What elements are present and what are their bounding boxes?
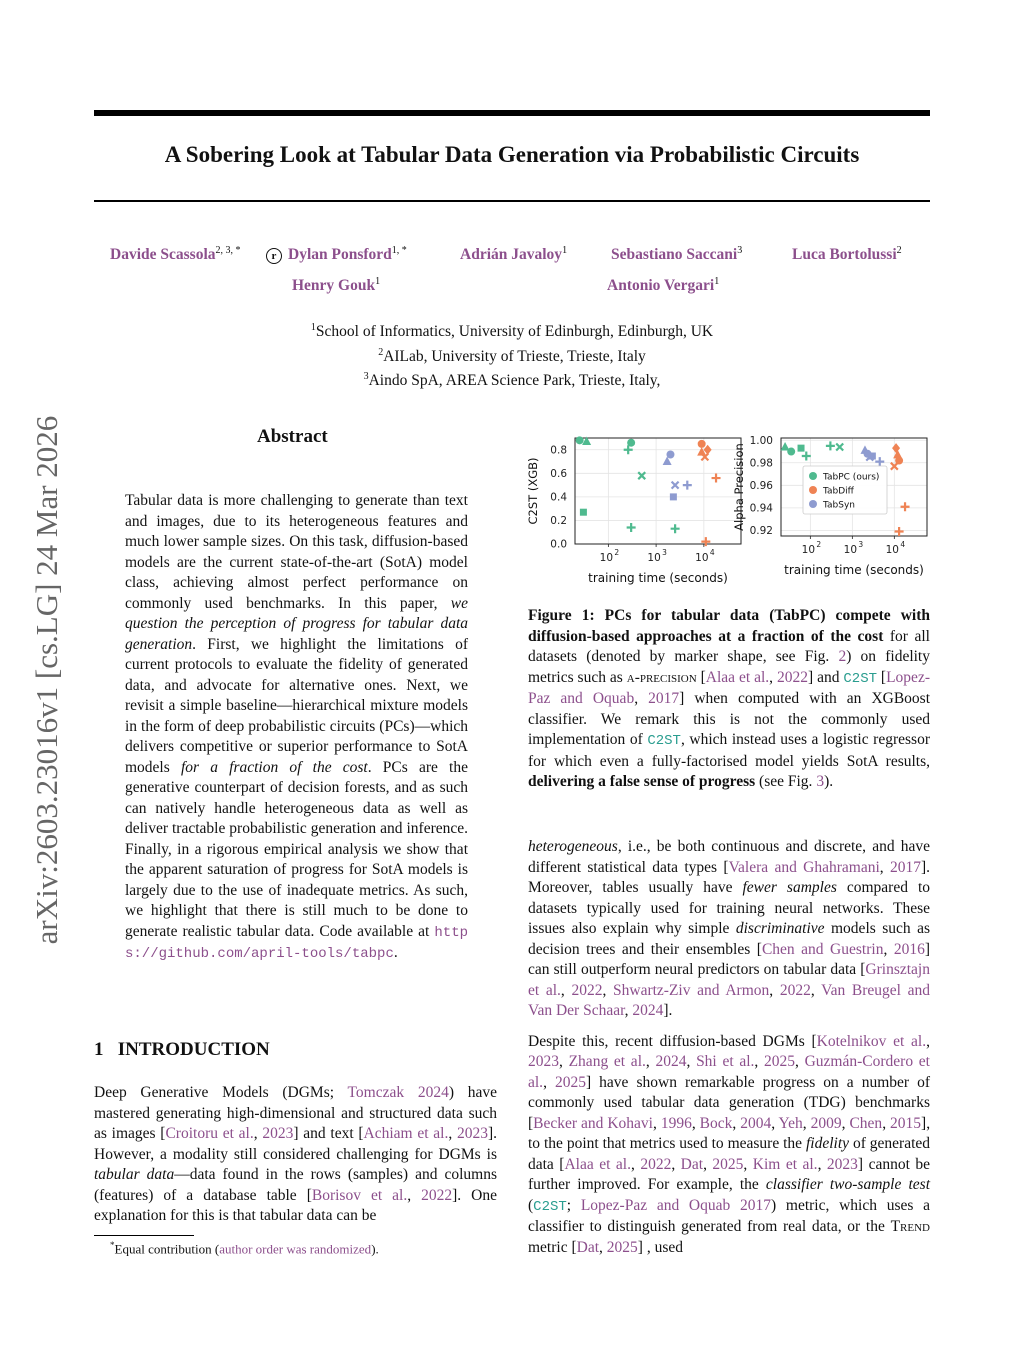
figure-1-caption: Figure 1: PCs for tabular data (TabPC) compete with diffusion-based approaches at a fraction of the cost for all datasets (denoted by marker shape, see Fig. 2) on fidelity metrics such as α-precision [Alaa et al., 2022] and C2ST [Lopez-Paz and Oquab, 2017] when computed with an XGBoost classifier. We remark this is not the commonly used implementation of C2ST, which instead uses a logistic regressor for which even a fully-factorised model yields SotA results, delivering a false sense of progress (see Fig. 3).: [528, 607, 931, 790]
x-tick-exponent: 3: [662, 548, 667, 557]
cite-kotelnikov-year[interactable]: 2023: [528, 1053, 559, 1070]
footnote: *Equal contribution (author order was randomized).: [110, 1240, 379, 1257]
cite-becker-year[interactable]: 1996: [660, 1114, 692, 1132]
data-point-tabpc: [802, 452, 811, 461]
axes-frame: [575, 438, 741, 544]
cite-alaa-2-year[interactable]: 2022: [640, 1155, 672, 1173]
x-tick-label: 10: [599, 552, 614, 564]
data-point-tabsyn: [666, 450, 674, 458]
y-tick-label: 0.96: [749, 479, 773, 492]
x-tick-exponent: 4: [709, 548, 715, 557]
cite-valera-year[interactable]: 2017: [889, 858, 921, 876]
data-point-tabsyn: [683, 481, 692, 490]
cite-yeh[interactable]: Yeh: [778, 1114, 803, 1132]
legend-marker: [809, 500, 817, 508]
cite-dat-year[interactable]: 2025: [712, 1155, 744, 1173]
abstract-heading: Abstract: [257, 426, 328, 447]
x-axis-label: training time (seconds): [588, 571, 728, 585]
cite-shi-year[interactable]: 2025: [764, 1053, 796, 1070]
x-axis-label: training time (seconds): [784, 563, 924, 577]
right-column-body: [528, 837, 930, 1258]
abstract-body: Tabular data is more challenging to generate than text and images, due to its heterogeneous features and much lower sample sizes. On this task, diffusion-based models are the current state-of-the-art (SotA) model class, achieving almost perfect performance on commonly used benchmarks. In this paper, we question the perception of progress for tabular data generation. First, we highlight the limitations of current protocols to evaluate the fidelity of generated data, and advocate for alternative ones. Next, we revisit a simple baseline—hierarchical mixture models in the form of deep probabilistic circuits (PCs)—which delivers competitive or superior performance to SotA models for a fraction of the cost. PCs are the generative counterpart of decision forests, and as such can natively handle heterogeneous data as well as deliver tractable probabilistic generation and inference. Finally, in a rigorous empirical analysis we show that the apparent saturation of progress for SotA models is largely due to the use of inadequate metrics. As such, we highlight that there is still much to be done to generate realistic tabular data. Code available at https://github.com/april-tools/tabpc.: [125, 492, 468, 962]
y-tick-label: 0.94: [749, 502, 773, 515]
random-order-icon: r: [266, 248, 282, 264]
c2st-panel: [526, 436, 741, 585]
y-axis-label: Alpha Precision: [732, 443, 746, 531]
affiliation-1: $^1$School of Informatics, University of Edinburgh, Edinburgh, UK: [310, 322, 714, 341]
cite-grinsztajn[interactable]: Grinsztajn et al.: [528, 961, 930, 999]
x-tick-label: 10: [801, 544, 816, 556]
data-point-tabsyn: [875, 457, 884, 466]
data-point-tabdiff: [895, 527, 904, 536]
cite-grinsztajn-year[interactable]: 2022: [571, 981, 603, 999]
author-2[interactable]: Dylan Ponsford$^{1, *}$: [288, 245, 407, 264]
footnote-link[interactable]: author order was randomized: [219, 1241, 372, 1257]
cite-alaa-year[interactable]: 2022: [776, 668, 808, 686]
data-point-tabpc: [826, 441, 835, 450]
data-point-tabdiff: [892, 443, 900, 453]
cite-croitoru-year[interactable]: 2023: [262, 1125, 294, 1142]
cite-lopez-2[interactable]: Lopez-Paz and Oquab: [580, 1196, 731, 1214]
cite-achiam[interactable]: Achiam et al.: [363, 1125, 449, 1142]
code-link[interactable]: https://github.com/april-tools/tabpc: [125, 924, 468, 962]
ref-fig2[interactable]: 2: [838, 648, 847, 665]
cite-valera[interactable]: Valera and Ghahramani: [728, 858, 880, 876]
figure-1-plots: [525, 428, 945, 588]
legend-label: TabSyn: [823, 500, 855, 511]
data-point-tabpc: [787, 448, 795, 456]
paper-title: A Sobering Look at Tabular Data Generation via Probabilistic Circuits: [164, 142, 860, 167]
data-point-tabdiff: [712, 474, 721, 483]
cite-zhang-year[interactable]: 2024: [655, 1053, 687, 1070]
affiliations: [94, 318, 930, 392]
alpha-precision-panel: [732, 435, 927, 577]
y-tick-label: 0.4: [550, 491, 567, 504]
legend-marker: [809, 472, 817, 480]
cite-shi[interactable]: Shi et al.: [696, 1053, 755, 1070]
cite-lopez[interactable]: Lopez-Paz and Oquab: [528, 668, 930, 707]
cite-zhang[interactable]: Zhang et al.: [568, 1053, 646, 1070]
x-tick-exponent: 4: [900, 540, 906, 549]
y-tick-label: 0.92: [749, 524, 773, 537]
cite-croitoru[interactable]: Croitoru et al.: [165, 1125, 254, 1142]
author-4[interactable]: Sebastiano Saccani$^3$: [611, 245, 743, 264]
y-tick-label: 1.00: [749, 434, 773, 447]
y-tick-label: 0.0: [550, 538, 567, 551]
intro-heading: 1 INTRODUCTION: [94, 1039, 270, 1060]
cite-shwartz[interactable]: Shwartz-Ziv and Armon: [613, 981, 770, 999]
x-tick-label: 10: [843, 544, 858, 556]
cite-lopez-2-year[interactable]: 2017: [740, 1196, 771, 1214]
x-tick-exponent: 2: [816, 540, 822, 549]
data-point-tabpc: [627, 523, 636, 532]
data-point-tabpc: [580, 509, 587, 516]
ref-fig3[interactable]: 3: [816, 773, 825, 790]
cite-dat-2[interactable]: Dat: [576, 1238, 600, 1256]
legend-label: TabPC (ours): [823, 472, 880, 483]
author-6[interactable]: Henry Gouk$^1$: [292, 276, 381, 295]
x-tick-label: 10: [695, 552, 709, 564]
data-point-tabpc: [798, 445, 805, 452]
cite-chen-year[interactable]: 2015: [890, 1114, 922, 1132]
data-point-tabdiff: [901, 502, 910, 511]
author-3[interactable]: Adrián Javaloy$^1$: [460, 245, 568, 264]
y-tick-label: 0.6: [550, 467, 567, 480]
x-tick-exponent: 3: [858, 540, 864, 549]
cite-alaa-2[interactable]: Alaa et al.: [564, 1155, 631, 1173]
x-tick-label: 10: [647, 552, 661, 564]
affiliation-3: $^3$Aindo SpA, AREA Science Park, Trieste, Italy,: [363, 371, 661, 390]
intro-body: Deep Generative Models (DGMs; Tomczak 2024) have mastered generating high-dimensional and structured data such as images [Croitoru et al., 2023] and text [Achiam et al., 2023]. However, a modality still considered challenging for DGMs is tabular data—data found in the rows (samples) and columns (features) of a database table [Borisov et al., 2022]. One explanation for this is that tabular data can be: [94, 1084, 497, 1224]
author-7[interactable]: Antonio Vergari$^1$: [607, 276, 720, 295]
cite-guzman-year[interactable]: 2025: [554, 1073, 586, 1091]
cite-yeh-year[interactable]: 2009: [810, 1114, 842, 1132]
cite-guzman[interactable]: Guzmán-Cordero et al.: [528, 1053, 930, 1091]
cite-chen-guestrin-year[interactable]: 2016: [893, 940, 925, 958]
footnote-rule: [94, 1235, 194, 1236]
cite-alaa[interactable]: Alaa et al.: [705, 668, 770, 686]
cite-becker[interactable]: Becker and Kohavi: [533, 1114, 653, 1132]
cite-dat[interactable]: Dat: [680, 1155, 704, 1173]
y-tick-label: 0.2: [550, 514, 567, 527]
cite-achiam-year[interactable]: 2023: [456, 1125, 488, 1142]
author-5[interactable]: Luca Bortolussi$^2$: [792, 245, 902, 264]
paragraph-2: Despite this, recent diffusion-based DGMs [Kotelnikov et al., 2023, Zhang et al., 2024, Shi et al., 2025, Guzmán-Cordero et al., 2025] have shown remarkable progress on a number of commonly used tabular data generation (TDG) benchmarks [Becker and Kohavi, 1996, Bock, 2004, Yeh, 2009, Chen, 2015], to the point that metrics used to measure the fidelity of generated data [Alaa et al., 2022, Dat, 2025, Kim et al., 2023] cannot be further improved. For example, the classifier two-sample test (C2ST; Lopez-Paz and Oquab 2017) metric, which uses a classifier to distinguish generated from real data, or the Trend metric [Dat, 2025] , used: [528, 1032, 931, 1256]
top-rule: [94, 110, 930, 116]
cite-van-breugel[interactable]: Van Breugel and Van Der Schaar: [528, 981, 930, 1019]
data-point-tabpc: [671, 524, 680, 533]
legend-label: TabDiff: [823, 486, 854, 497]
y-tick-label: 0.98: [749, 457, 773, 470]
author-order-mark: [266, 246, 282, 264]
author-1[interactable]: Davide Scassola$^{2, 3, *}$: [110, 245, 241, 264]
cite-borisov-year[interactable]: 2022: [421, 1186, 453, 1204]
data-point-tabsyn: [869, 453, 876, 460]
cite-kim[interactable]: Kim et al.: [752, 1155, 818, 1173]
affiliation-2: $^2$AILab, University of Trieste, Trieste, Italy: [378, 346, 646, 365]
cite-bock-year[interactable]: 2004: [740, 1114, 772, 1132]
x-tick-label: 10: [885, 544, 900, 556]
data-point-tabdiff: [701, 537, 710, 546]
cite-borisov[interactable]: Borisov et al.: [311, 1186, 408, 1204]
y-tick-label: 0.8: [550, 444, 567, 457]
cite-kotelnikov[interactable]: Kotelnikov et al.: [816, 1032, 927, 1050]
data-point-tabdiff: [698, 440, 706, 448]
cite-tomczak[interactable]: Tomczak 2024: [347, 1084, 449, 1101]
cite-chen[interactable]: Chen: [849, 1114, 883, 1132]
cite-dat-2-year[interactable]: 2025: [606, 1238, 638, 1256]
cite-van-breugel-year[interactable]: 2024: [632, 1002, 664, 1019]
cite-lopez-year[interactable]: 2017: [648, 690, 680, 707]
x-tick-exponent: 2: [614, 548, 620, 557]
y-axis-label: C2ST (XGB): [526, 457, 540, 525]
cite-chen-guestrin[interactable]: Chen and Guestrin: [761, 940, 884, 958]
data-point-tabsyn: [672, 482, 679, 489]
title-rule: [94, 200, 930, 202]
legend-marker: [809, 486, 817, 494]
data-point-tabsyn: [670, 493, 677, 500]
cite-bock[interactable]: Bock: [699, 1114, 733, 1132]
data-point-tabpc: [836, 444, 843, 451]
cite-kim-year[interactable]: 2023: [826, 1155, 858, 1173]
cite-shwartz-year[interactable]: 2022: [779, 981, 811, 999]
paragraph-1: heterogeneous, i.e., be both continuous and discrete, and have different statistical data types [Valera and Ghahramani, 2017]. Moreover, tables usually have fewer samples compared to datasets typically used for training neural networks. These issues also explain why simple discriminative models such as decision trees and their ensembles [Chen and Guestrin, 2016] can still outperform neural predictors on tabular data [Grinsztajn et al., 2022, Shwartz-Ziv and Armon, 2022, Van Breugel and Van Der Schaar, 2024].: [528, 838, 931, 1019]
data-point-tabpc: [576, 436, 584, 444]
